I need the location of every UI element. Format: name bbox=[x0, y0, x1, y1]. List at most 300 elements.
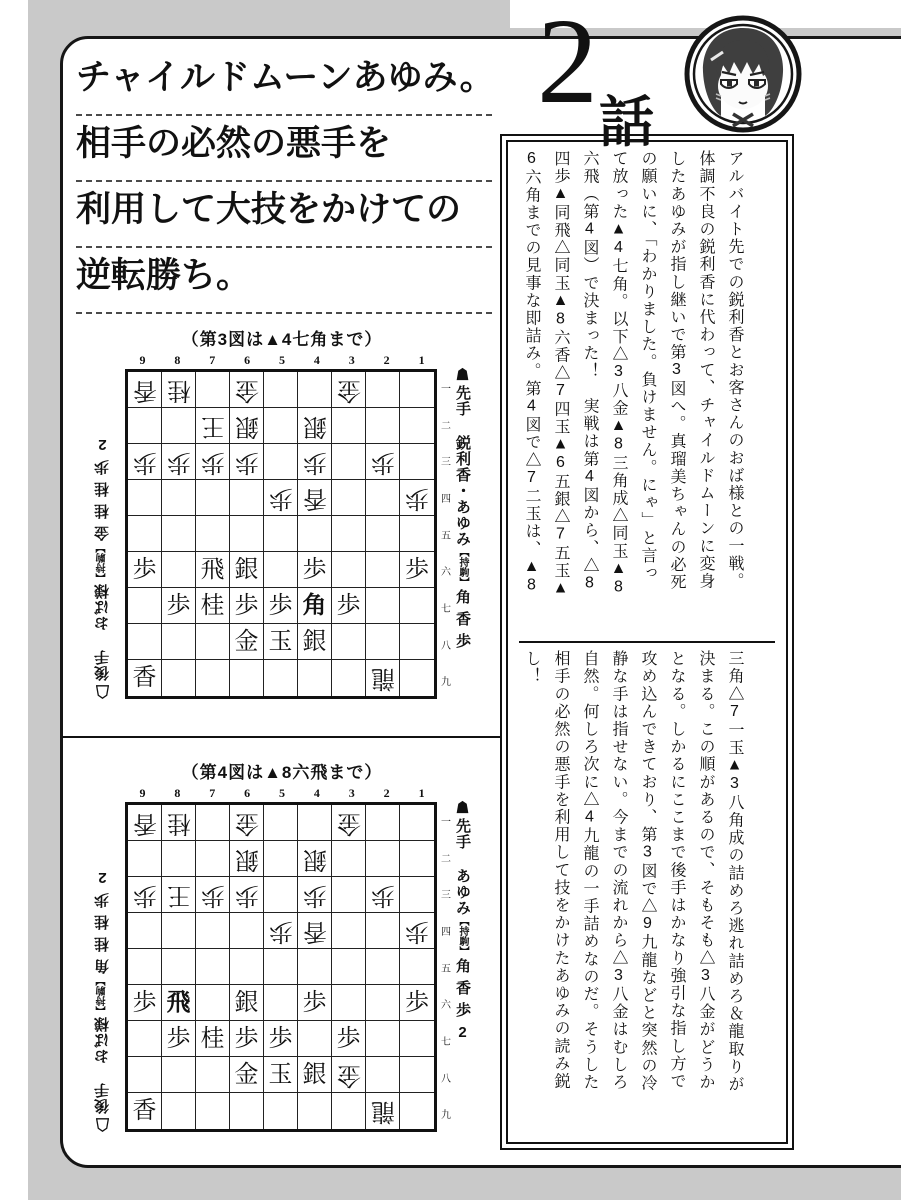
board-cell bbox=[196, 588, 230, 624]
board-cell bbox=[400, 444, 434, 480]
board-cell bbox=[332, 516, 366, 552]
board-cell bbox=[366, 877, 400, 913]
board-cell bbox=[332, 372, 366, 408]
board-cell bbox=[196, 660, 230, 696]
sente-hand-pieces: 角香歩 bbox=[454, 589, 471, 655]
board-cell bbox=[230, 552, 264, 588]
headline-line: 相手の必然の悪手を bbox=[76, 116, 492, 182]
file-number: 9 bbox=[139, 353, 146, 367]
shogi-piece: 歩 bbox=[302, 556, 327, 583]
rank-label: 三 bbox=[441, 457, 451, 469]
board-cell bbox=[230, 624, 264, 660]
text-column: 6六角までの見事な即詰み。第4図で△7二玉は、▲8 bbox=[523, 150, 540, 595]
rank-label: 七 bbox=[441, 603, 451, 615]
shogi-piece: 桂 bbox=[166, 376, 191, 403]
board-cell bbox=[298, 552, 332, 588]
board-cell bbox=[230, 408, 264, 444]
file-number: 8 bbox=[174, 786, 181, 800]
board-cell bbox=[366, 1093, 400, 1129]
shogi-piece: 香 bbox=[132, 376, 157, 403]
board-cell bbox=[298, 949, 332, 985]
board-cell bbox=[162, 660, 196, 696]
shogi-piece: 歩 bbox=[132, 556, 157, 583]
board-cell bbox=[128, 913, 162, 949]
board-cell bbox=[162, 913, 196, 949]
board-cell bbox=[366, 805, 400, 841]
board-cell bbox=[366, 480, 400, 516]
shogi-piece: 香 bbox=[132, 665, 157, 691]
board-cell bbox=[230, 480, 264, 516]
shogi-piece: 歩 bbox=[234, 448, 259, 475]
shogi-piece: 歩 bbox=[302, 881, 327, 908]
board-cell bbox=[366, 552, 400, 588]
gote-name: 後手 おば様 bbox=[94, 583, 111, 681]
commentary-box-inner bbox=[506, 140, 788, 1144]
board-cell bbox=[366, 588, 400, 624]
board-grid bbox=[125, 802, 437, 1132]
shogi-piece: 歩 bbox=[234, 592, 259, 619]
hand-label: 【持駒】 bbox=[97, 976, 108, 1016]
board-cell bbox=[128, 480, 162, 516]
board-cell bbox=[230, 805, 264, 841]
board-cell bbox=[298, 877, 332, 913]
board-cell bbox=[264, 444, 298, 480]
shogi-piece: 龍 bbox=[370, 1098, 395, 1124]
board-cell bbox=[196, 1057, 230, 1093]
shogi-piece: 歩 bbox=[200, 448, 225, 475]
rank-label: 一 bbox=[441, 816, 451, 828]
gote-hand-pieces: 角桂桂歩2 bbox=[94, 862, 111, 974]
white-piece-icon bbox=[97, 1118, 110, 1132]
board-grid bbox=[125, 369, 437, 699]
hand-label: 【持駒】 bbox=[457, 916, 468, 956]
shogi-piece: 歩 bbox=[166, 1025, 191, 1052]
board-cell bbox=[128, 624, 162, 660]
board-cell bbox=[366, 1057, 400, 1093]
shogi-piece: 銀 bbox=[302, 412, 327, 439]
text-column: し！ bbox=[523, 650, 540, 686]
board-cell bbox=[196, 516, 230, 552]
board-cell bbox=[298, 985, 332, 1021]
sente-name: 先手 あゆみ bbox=[454, 818, 471, 916]
shogi-piece: 歩 bbox=[268, 484, 293, 511]
board-cell bbox=[264, 949, 298, 985]
rank-label: 九 bbox=[441, 1110, 451, 1122]
sente-name: 先手 鋭利香・あゆみ bbox=[454, 385, 471, 547]
board-cell bbox=[298, 913, 332, 949]
board-cell bbox=[264, 480, 298, 516]
board-cell bbox=[230, 1021, 264, 1057]
shogi-piece: 香 bbox=[132, 1098, 157, 1124]
board-cell bbox=[332, 624, 366, 660]
board-cell bbox=[366, 624, 400, 660]
board-cell bbox=[332, 588, 366, 624]
board-cell bbox=[162, 1093, 196, 1129]
board-cell bbox=[366, 444, 400, 480]
text-column: て放った▲4七角。以下△3八金▲8三角成△同玉▲8 bbox=[610, 150, 627, 597]
shogi-piece: 歩 bbox=[405, 484, 429, 511]
board-cell bbox=[332, 805, 366, 841]
gote-player-label bbox=[84, 367, 118, 699]
file-number: 3 bbox=[348, 786, 355, 800]
board-cell bbox=[162, 588, 196, 624]
board-cell bbox=[128, 372, 162, 408]
text-column: アルバイト先での鋭利香とお客さんのおば様との一戦。 bbox=[726, 150, 743, 590]
file-number: 7 bbox=[209, 353, 216, 367]
shogi-piece: 金 bbox=[234, 1061, 259, 1088]
rank-label: 九 bbox=[441, 677, 451, 689]
board-cell bbox=[400, 1057, 434, 1093]
text-column: 三角△7一玉▲3八角成の詰めろ逃れ詰めろ＆龍取りが bbox=[726, 650, 743, 1093]
board-cell bbox=[332, 877, 366, 913]
board-cell bbox=[128, 588, 162, 624]
board-cell bbox=[298, 841, 332, 877]
shogi-piece: 玉 bbox=[268, 1061, 293, 1088]
board-cell bbox=[332, 1093, 366, 1129]
board-cell bbox=[366, 913, 400, 949]
shogi-piece: 歩 bbox=[405, 917, 429, 944]
board-cell bbox=[298, 480, 332, 516]
shogi-piece: 歩 bbox=[268, 592, 293, 619]
text-column: 攻め込んできており、第3図で△9九龍などと突然の冷 bbox=[639, 650, 656, 1092]
board-cell bbox=[298, 372, 332, 408]
file-number: 6 bbox=[244, 353, 251, 367]
board-cell bbox=[298, 1021, 332, 1057]
rank-label: 四 bbox=[441, 926, 451, 938]
shogi-piece: 銀 bbox=[302, 845, 327, 872]
board-cell bbox=[230, 372, 264, 408]
shogi-piece: 歩 bbox=[132, 881, 157, 908]
shogi-piece: 歩 bbox=[370, 448, 395, 475]
board-cell bbox=[298, 408, 332, 444]
board-cell bbox=[264, 913, 298, 949]
board-cell bbox=[128, 1057, 162, 1093]
shogi-piece: 香 bbox=[302, 484, 327, 511]
board-cell bbox=[332, 660, 366, 696]
black-piece-icon bbox=[456, 367, 469, 381]
board-cell bbox=[128, 1093, 162, 1129]
board-cell bbox=[128, 516, 162, 552]
rank-label: 二 bbox=[441, 420, 451, 432]
shogi-piece: 桂 bbox=[200, 592, 225, 619]
commentary-upper-section bbox=[517, 150, 749, 634]
board-cell bbox=[128, 1021, 162, 1057]
board-cell bbox=[298, 624, 332, 660]
board-cell bbox=[230, 516, 264, 552]
board-cell bbox=[332, 444, 366, 480]
board-cell bbox=[400, 805, 434, 841]
shogi-piece: 歩 bbox=[405, 556, 429, 583]
file-numbers bbox=[125, 786, 439, 801]
board-cell bbox=[162, 624, 196, 660]
board-cell bbox=[400, 588, 434, 624]
board-cell bbox=[366, 660, 400, 696]
board-cell bbox=[230, 444, 264, 480]
board-cell bbox=[162, 444, 196, 480]
shogi-piece: 金 bbox=[234, 628, 259, 655]
board-cell bbox=[366, 516, 400, 552]
board-cell bbox=[196, 913, 230, 949]
board-cell bbox=[230, 1093, 264, 1129]
sente-player-label bbox=[447, 800, 481, 1132]
left-margin-strip bbox=[0, 0, 28, 1200]
text-column: 相手の必然の悪手を利用して技をかけたあゆみの読み鋭 bbox=[552, 650, 569, 1090]
headline-block bbox=[76, 50, 495, 314]
headline-line: 利用して大技をかけての bbox=[76, 182, 492, 248]
text-column: 四歩▲同飛△同玉▲8六香△7四玉▲6五銀△7五玉▲ bbox=[552, 150, 569, 598]
board-cell bbox=[366, 841, 400, 877]
shogi-piece: 銀 bbox=[234, 556, 259, 583]
shogi-piece: 金 bbox=[336, 376, 361, 403]
shogi-diagram-4 bbox=[125, 758, 451, 1132]
file-number: 4 bbox=[313, 353, 320, 367]
episode-number: 2 bbox=[537, 0, 598, 129]
sente-player-label bbox=[447, 367, 481, 699]
left-pupil bbox=[727, 81, 732, 87]
file-number: 4 bbox=[313, 786, 320, 800]
shogi-piece: 銀 bbox=[302, 628, 327, 655]
board-cell bbox=[298, 444, 332, 480]
gote-player-label bbox=[84, 800, 118, 1132]
rank-label: 七 bbox=[441, 1036, 451, 1048]
board-cell bbox=[196, 841, 230, 877]
board-cell bbox=[162, 408, 196, 444]
board-cell bbox=[196, 408, 230, 444]
board-cell bbox=[264, 1021, 298, 1057]
gote-name: 後手 おば様 bbox=[94, 1016, 111, 1114]
shogi-piece: 歩 bbox=[302, 989, 327, 1016]
shogi-piece: 桂 bbox=[166, 809, 191, 836]
shogi-piece: 歩 bbox=[336, 592, 361, 619]
file-number: 7 bbox=[209, 786, 216, 800]
board-cell bbox=[196, 805, 230, 841]
board-cell bbox=[298, 805, 332, 841]
shogi-piece: 銀 bbox=[302, 1061, 327, 1088]
shogi-piece: 歩 bbox=[234, 1025, 259, 1052]
shogi-piece: 金 bbox=[336, 809, 361, 836]
shogi-piece: 歩 bbox=[268, 1025, 293, 1052]
board-cell bbox=[264, 877, 298, 913]
diagram-divider-line bbox=[62, 736, 500, 738]
board-cell bbox=[196, 877, 230, 913]
rank-label: 五 bbox=[441, 530, 451, 542]
board-cell bbox=[298, 1093, 332, 1129]
board-cell bbox=[128, 877, 162, 913]
text-column: したあゆみが指し継いで第3図へ。真瑠美ちゃんの必死 bbox=[668, 150, 685, 591]
board-cell bbox=[332, 552, 366, 588]
rank-label: 一 bbox=[441, 383, 451, 395]
file-numbers bbox=[125, 353, 439, 368]
board-cell bbox=[128, 444, 162, 480]
board-cell bbox=[128, 805, 162, 841]
board-cell bbox=[162, 985, 196, 1021]
commentary-lower-section bbox=[517, 650, 749, 1134]
text-column: 六飛（第4図）で決まった！ 実戦は第4図から、△8 bbox=[581, 150, 598, 593]
text-column: となる。しかるにここまで後手はかなり強引な指し方で bbox=[668, 650, 685, 1090]
board-cell bbox=[162, 516, 196, 552]
shogi-piece: 桂 bbox=[200, 1025, 225, 1052]
shogi-piece: 香 bbox=[132, 809, 157, 836]
board-cell bbox=[162, 1021, 196, 1057]
board-cell bbox=[400, 660, 434, 696]
shogi-piece: 歩 bbox=[166, 448, 191, 475]
board-cell bbox=[162, 372, 196, 408]
right-pupil bbox=[754, 81, 759, 87]
board-cell bbox=[400, 1093, 434, 1129]
board-cell bbox=[332, 841, 366, 877]
white-piece-icon bbox=[97, 685, 110, 699]
board-cell bbox=[400, 913, 434, 949]
rank-label: 六 bbox=[441, 1000, 451, 1012]
shogi-piece: 王 bbox=[166, 881, 191, 908]
hand-label: 【持駒】 bbox=[457, 547, 468, 587]
board-cell bbox=[230, 877, 264, 913]
board-cell bbox=[128, 552, 162, 588]
board-cell bbox=[196, 480, 230, 516]
board-cell bbox=[264, 372, 298, 408]
shogi-piece: 歩 bbox=[302, 448, 327, 475]
board-cell bbox=[162, 949, 196, 985]
headline-line: 逆転勝ち。 bbox=[76, 248, 492, 314]
rank-label: 三 bbox=[441, 890, 451, 902]
board-cell bbox=[332, 408, 366, 444]
board-cell bbox=[332, 1057, 366, 1093]
shogi-piece: 歩 bbox=[200, 881, 225, 908]
section-divider-line bbox=[519, 641, 775, 643]
board-cell bbox=[162, 480, 196, 516]
board-cell bbox=[332, 949, 366, 985]
file-number: 1 bbox=[418, 353, 425, 367]
board-cell bbox=[332, 913, 366, 949]
board-cell bbox=[196, 552, 230, 588]
rank-label: 二 bbox=[441, 853, 451, 865]
board-cell bbox=[162, 805, 196, 841]
file-number: 2 bbox=[383, 786, 390, 800]
file-number: 8 bbox=[174, 353, 181, 367]
headline-line: チャイルドムーンあゆみ。 bbox=[76, 50, 492, 116]
file-number: 5 bbox=[279, 786, 285, 800]
board-cell bbox=[196, 444, 230, 480]
shogi-piece: 歩 bbox=[234, 881, 259, 908]
diagram-caption: （第3図は▲4七角まで） bbox=[181, 330, 383, 349]
board-cell bbox=[128, 660, 162, 696]
board-cell bbox=[366, 408, 400, 444]
shogi-piece: 飛 bbox=[166, 989, 191, 1016]
gote-hand-pieces: 金桂桂歩2 bbox=[94, 429, 111, 541]
shogi-piece: 玉 bbox=[268, 628, 293, 655]
shogi-piece: 歩 bbox=[336, 1025, 361, 1052]
board-cell bbox=[400, 949, 434, 985]
board-cell bbox=[400, 372, 434, 408]
board-cell bbox=[196, 985, 230, 1021]
board-cell bbox=[230, 841, 264, 877]
board-cell bbox=[230, 949, 264, 985]
board-cell bbox=[264, 588, 298, 624]
board-cell bbox=[196, 372, 230, 408]
rank-label: 五 bbox=[441, 963, 451, 975]
shogi-piece: 歩 bbox=[132, 989, 157, 1016]
rank-label: 八 bbox=[441, 1073, 451, 1085]
board-cell bbox=[264, 660, 298, 696]
file-number: 9 bbox=[139, 786, 146, 800]
board-cell bbox=[230, 913, 264, 949]
board-cell bbox=[128, 949, 162, 985]
rank-label: 八 bbox=[441, 640, 451, 652]
shogi-piece: 龍 bbox=[370, 665, 395, 691]
board-cell bbox=[332, 1021, 366, 1057]
file-number: 6 bbox=[244, 786, 251, 800]
board-cell bbox=[196, 1021, 230, 1057]
board-cell bbox=[264, 805, 298, 841]
shogi-piece: 金 bbox=[336, 1061, 361, 1088]
board-cell bbox=[264, 552, 298, 588]
board-cell bbox=[332, 480, 366, 516]
text-column: 決まる。この順があるので、そもそも△3八金がどうか bbox=[697, 650, 714, 1091]
board-cell bbox=[264, 841, 298, 877]
board-cell bbox=[196, 949, 230, 985]
board-cell bbox=[162, 841, 196, 877]
board-cell bbox=[400, 480, 434, 516]
board-cell bbox=[128, 985, 162, 1021]
shogi-piece: 香 bbox=[302, 917, 327, 944]
file-number: 5 bbox=[279, 353, 285, 367]
hand-label: 【持駒】 bbox=[97, 543, 108, 583]
board-cell bbox=[230, 985, 264, 1021]
shogi-piece: 王 bbox=[200, 412, 225, 439]
diagram-caption: （第4図は▲8六飛まで） bbox=[181, 763, 383, 782]
board-cell bbox=[366, 372, 400, 408]
shogi-piece: 金 bbox=[234, 376, 259, 403]
board-cell bbox=[400, 877, 434, 913]
text-column: 体調不良の鋭利香に代わって、チャイルドムーンに変身 bbox=[697, 150, 714, 590]
shogi-piece: 飛 bbox=[200, 556, 225, 583]
board-cell bbox=[264, 1057, 298, 1093]
board-cell bbox=[366, 949, 400, 985]
shogi-piece: 歩 bbox=[405, 989, 429, 1016]
shogi-piece: 歩 bbox=[370, 881, 395, 908]
episode-suffix: 話 bbox=[599, 91, 655, 153]
shogi-piece: 角 bbox=[302, 592, 327, 619]
board-cell bbox=[400, 516, 434, 552]
board-cell bbox=[230, 588, 264, 624]
text-column: の願いに、「わかりました。負けません。にゃ」と言っ bbox=[639, 150, 656, 582]
chibi-girl-avatar bbox=[683, 14, 803, 134]
board-cell bbox=[400, 408, 434, 444]
file-number: 1 bbox=[418, 786, 425, 800]
text-column: 静な手は指せない。今までの流れから△3八金はむしろ bbox=[610, 650, 627, 1091]
file-number: 3 bbox=[348, 353, 355, 367]
shogi-piece: 銀 bbox=[234, 989, 259, 1016]
shogi-piece: 歩 bbox=[132, 448, 157, 475]
text-column: 自然。何しろ次に△4九龍の一手詰めなのだ。そうした bbox=[581, 650, 598, 1091]
board-cell bbox=[162, 1057, 196, 1093]
board-cell bbox=[264, 1093, 298, 1129]
shogi-piece: 歩 bbox=[166, 592, 191, 619]
commentary-box bbox=[500, 134, 794, 1150]
sente-hand-pieces: 角香歩2 bbox=[454, 958, 471, 1048]
board-cell bbox=[298, 1057, 332, 1093]
board-cell bbox=[264, 985, 298, 1021]
shogi-piece: 銀 bbox=[234, 412, 259, 439]
board-cell bbox=[400, 552, 434, 588]
board-cell bbox=[162, 877, 196, 913]
board-cell bbox=[298, 660, 332, 696]
board-cell bbox=[128, 408, 162, 444]
board-cell bbox=[264, 408, 298, 444]
file-number: 2 bbox=[383, 353, 390, 367]
board-cell bbox=[400, 841, 434, 877]
board-cell bbox=[298, 516, 332, 552]
